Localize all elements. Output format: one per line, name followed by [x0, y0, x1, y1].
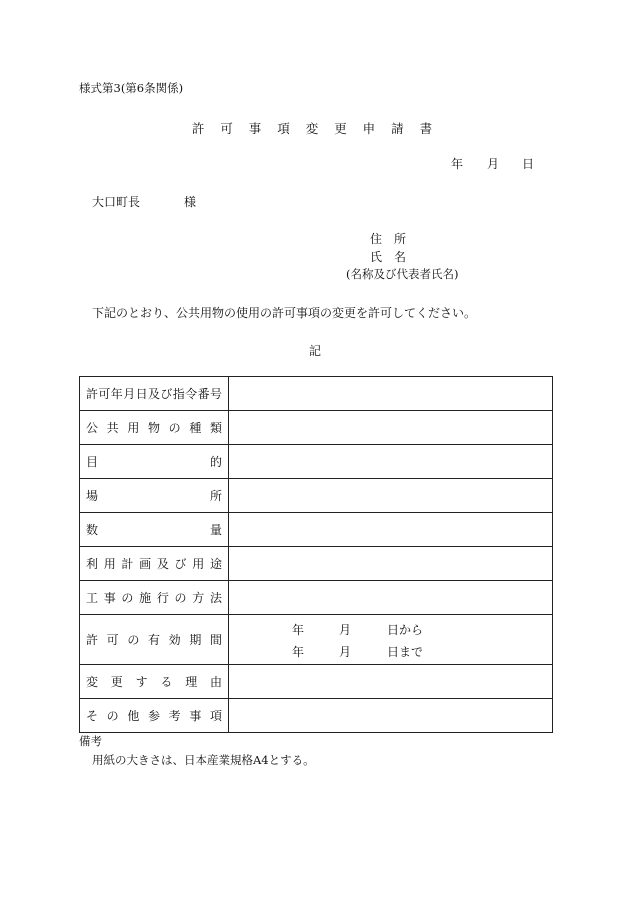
table-row — [80, 699, 553, 733]
value-cell-other-notes[interactable] — [229, 699, 553, 733]
table-row — [80, 547, 553, 581]
value-cell-construction-method[interactable] — [229, 581, 553, 615]
form-title: 許 可 事 項 変 更 申 請 書 — [191, 121, 439, 136]
applicant-address-label: 住所 — [370, 232, 419, 246]
table-row — [80, 377, 553, 411]
form-number: 様式第3(第6条関係) — [79, 81, 184, 95]
value-cell-change-reason[interactable] — [229, 665, 553, 699]
period-from-year: 年 — [292, 622, 305, 637]
period-from-day: 日から — [387, 622, 424, 637]
period-to-line — [229, 640, 552, 662]
table-row — [80, 479, 553, 513]
row-label-permit-date-number: 許可年月日及び指令番号 — [80, 377, 229, 411]
date-year-label: 年 — [451, 157, 464, 171]
intro-text: 下記のとおり、公共用物の使用の許可事項の変更を許可してください。 — [92, 306, 477, 320]
addressee-name: 大口町長 — [92, 195, 141, 209]
row-label-construction-method: 工事の施行の方法 — [80, 581, 229, 615]
date-day-label: 日 — [522, 157, 535, 171]
table-row — [80, 665, 553, 699]
row-label-validity-period: 許可の有効期間 — [80, 615, 229, 665]
addressee-honorific: 様 — [184, 195, 197, 209]
row-label-location: 場所 — [80, 479, 229, 513]
table-row — [80, 513, 553, 547]
period-to-month: 月 — [339, 644, 352, 659]
row-label-usage-plan: 利用計画及び用途 — [80, 547, 229, 581]
value-cell-purpose[interactable] — [229, 445, 553, 479]
row-label-other-notes: その他参考事項 — [80, 699, 229, 733]
table-row — [80, 615, 553, 665]
row-label-purpose: 目的 — [80, 445, 229, 479]
period-from-line — [229, 618, 552, 640]
row-label-quantity: 数量 — [80, 513, 229, 547]
date-month-label: 月 — [487, 157, 500, 171]
row-label-property-type: 公共用物の種類 — [80, 411, 229, 445]
table-row — [80, 581, 553, 615]
value-cell-usage-plan[interactable] — [229, 547, 553, 581]
period-to-year: 年 — [292, 644, 305, 659]
value-cell-validity-period[interactable] — [229, 615, 553, 665]
value-cell-location[interactable] — [229, 479, 553, 513]
period-to-day: 日まで — [387, 644, 424, 659]
row-label-change-reason: 変更する理由 — [80, 665, 229, 699]
value-cell-quantity[interactable] — [229, 513, 553, 547]
value-cell-property-type[interactable] — [229, 411, 553, 445]
period-from-month: 月 — [339, 622, 352, 637]
table-row — [80, 445, 553, 479]
ki-heading: 記 — [308, 344, 321, 358]
remarks-text: 用紙の大きさは、日本産業規格A4とする。 — [92, 753, 315, 767]
value-cell-permit-date-number[interactable] — [229, 377, 553, 411]
details-table — [79, 376, 553, 733]
table-row — [80, 411, 553, 445]
representative-note: (名称及び代表者氏名) — [346, 267, 459, 281]
applicant-name-label: 氏名 — [370, 250, 419, 264]
remarks-label: 備考 — [79, 734, 102, 748]
